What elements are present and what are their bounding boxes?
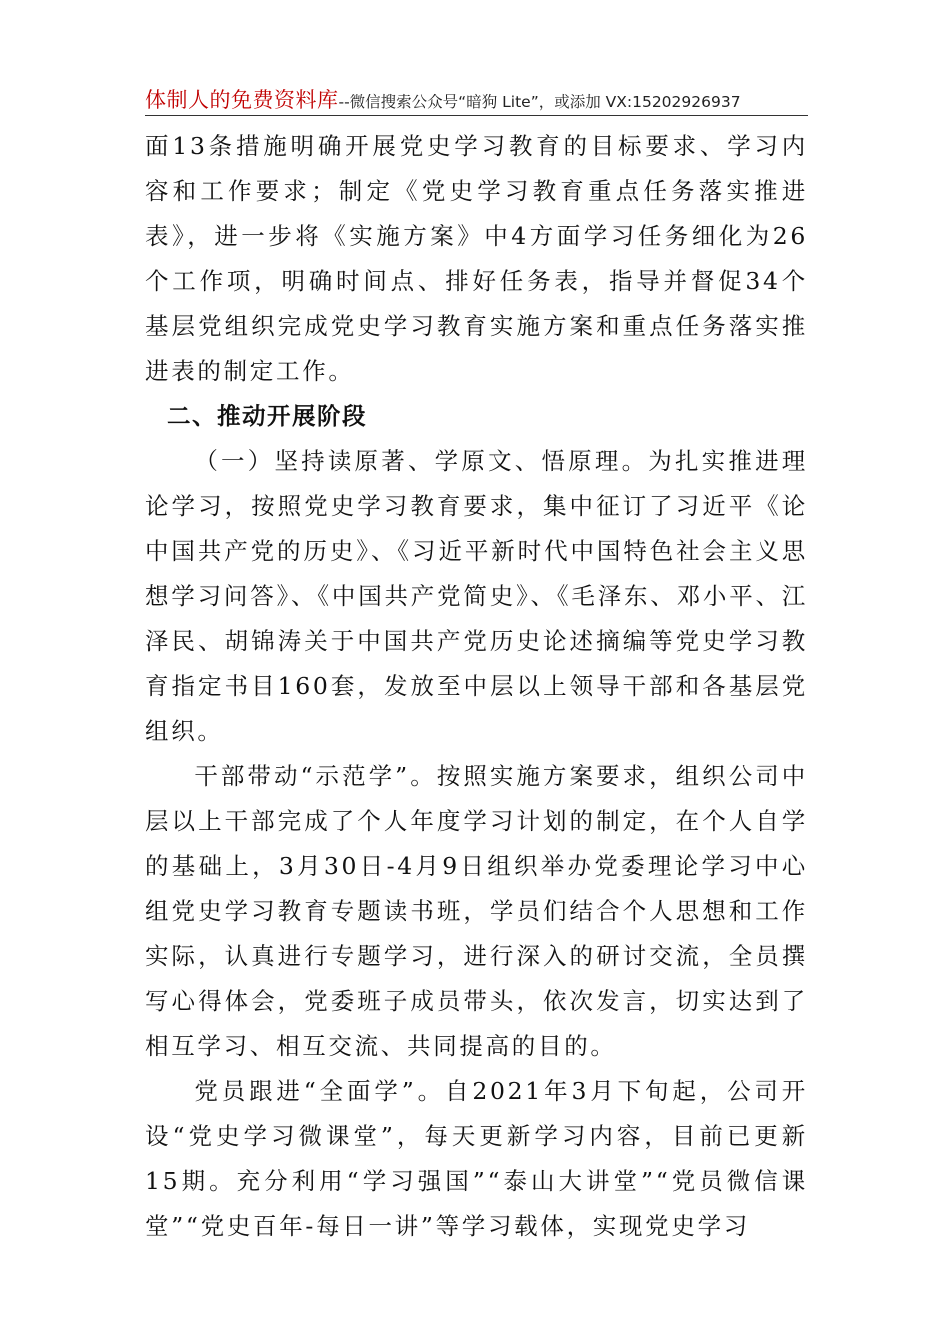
header-brand: 体制人的免费资料库	[145, 88, 339, 112]
header-divider	[145, 115, 808, 116]
section-heading: 二、推动开展阶段	[167, 402, 367, 430]
paragraph-1: 面13条措施明确开展党史学习教育的目标要求、学习内容和工作要求；制定《党史学习教育重点任务落实推进表》，进一步将《实施方案》中4方面学习任务细化为26个工作项，明确时间点、排好任务表，指导并督促34个基层党组织完成党史学习教育实施方案和重点任务落实推进表的制定工作。	[145, 132, 808, 385]
header-subtitle: --微信搜索公众号“暗狗 Lite”，或添加 VX:15202926937	[338, 93, 741, 111]
page-header	[145, 84, 815, 112]
paragraph-3: 干部带动“示范学”。按照实施方案要求，组织公司中层以上干部完成了个人年度学习计划的制定，在个人自学的基础上，3月30日-4月9日组织举办党委理论学习中心组党史学习教育专题读书班，学员们结合个人思想和工作实际，认真进行专题学习，进行深入的研讨交流，全员撰写心得体会，党委班子成员带头，依次发言，切实达到了相互学习、相互交流、共同提高的目的。	[145, 762, 808, 1060]
document-body	[145, 124, 808, 1249]
paragraph-2: （一）坚持读原著、学原文、悟原理。为扎实推进理论学习，按照党史学习教育要求，集中征订了习近平《论中国共产党的历史》、《习近平新时代中国特色社会主义思想学习问答》、《中国共产党简史》、《毛泽东、邓小平、江泽民、胡锦涛关于中国共产党历史论述摘编等党史学习教育指定书目160套，发放至中层以上领导干部和各基层党组织。	[145, 447, 808, 745]
paragraph-4: 党员跟进“全面学”。自2021年3月下旬起，公司开设“党史学习微课堂”，每天更新学习内容，目前已更新15期。充分利用“学习强国”“泰山大讲堂”“党员微信课堂”“党史百年-每日一讲”等学习载体，实现党史学习	[145, 1077, 808, 1240]
